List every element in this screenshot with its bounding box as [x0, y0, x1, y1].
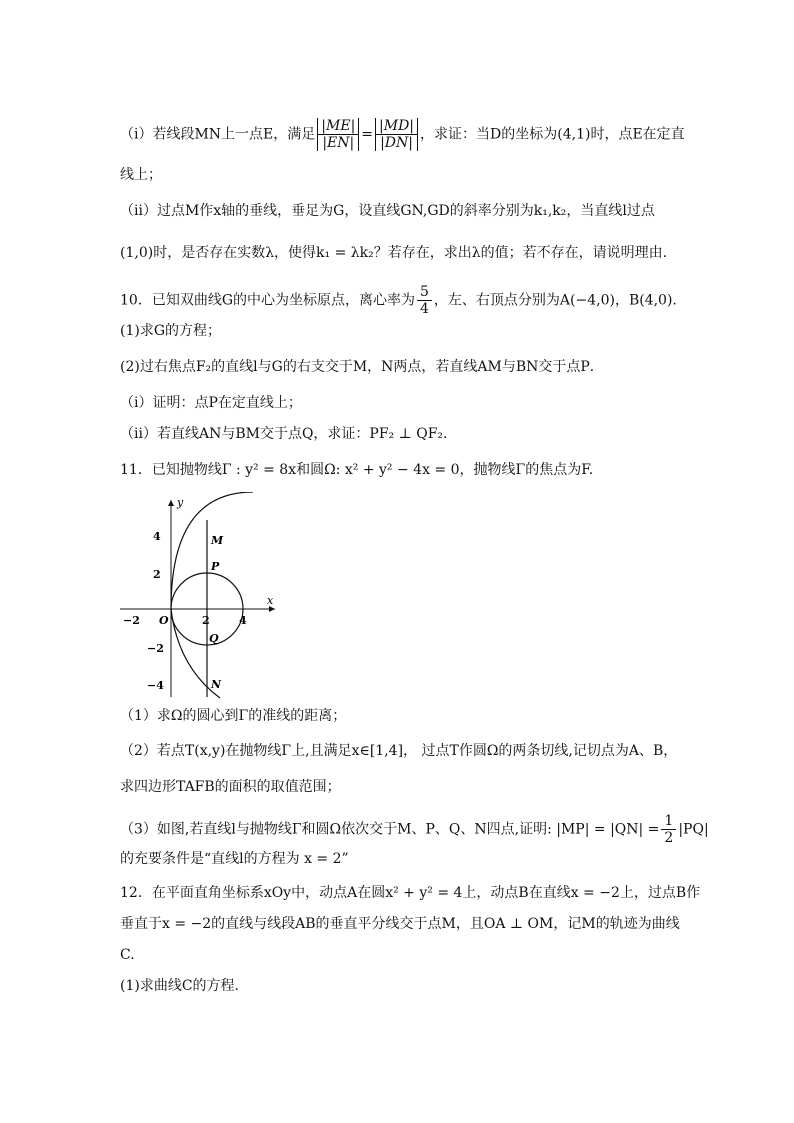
q10-stem [120, 284, 677, 317]
eccentricity-fraction [417, 284, 432, 317]
y-axis-label: y [177, 496, 184, 509]
eccentricity-denominator: 4 [420, 301, 429, 317]
parabola-curve [171, 492, 253, 609]
ratio-md-dn [375, 118, 418, 151]
point-p-label: P [211, 560, 220, 573]
tick-y-4: 4 [153, 530, 161, 543]
origin-label: O [159, 614, 169, 627]
tick-y-neg4: −4 [147, 679, 164, 692]
eccentricity-numerator: 5 [417, 284, 432, 301]
x-axis-label: x [267, 594, 274, 607]
q10-stem-text-b: ，左、右顶点分别为A(−4,0)，B(4,0). [433, 292, 677, 309]
q11-part-3-line2: 的充要条件是“直线l的方程为 x = 2” [120, 851, 349, 867]
q9-part-i-text-b: ，求证：当D的坐标为(4,1)时，点E在定直 [420, 126, 685, 143]
q11-part-1: （1）求Ω的圆心到Γ的准线的距离； [120, 708, 347, 724]
ratio-me-en-denominator: |EN| [317, 135, 359, 151]
tick-x-neg2: −2 [123, 614, 140, 627]
tick-y-2: 2 [153, 568, 161, 581]
q10-part-2: (2)过右焦点F₂的直线l与G的右支交于M，N两点，若直线AM与BN交于点P． [120, 359, 604, 375]
q11-part-2-line1: （2）若点T(x,y)在抛物线Γ上,且满足x∈[1,4]， 过点T作圆Ω的两条切线,记切点为A、B， [120, 743, 678, 759]
ratio-me-en [317, 118, 359, 151]
q9-part-ii-line1: （ⅱ）过点M作x轴的垂线，垂足为G，设直线GN,GD的斜率分别为k₁,k₂，当直线l过点 [120, 203, 655, 219]
q11-part-2-line2: 求四边形TAFB的面积的取值范围； [120, 779, 341, 795]
q11-part-3-line1 [120, 813, 709, 846]
q9-part-i-line2: 线上； [120, 167, 162, 183]
q12-stem-line2: 垂直于x = −2的直线与线段AB的垂直平分线交于点M，且OA ⊥ OM，记M的轨迹为曲线 [120, 916, 680, 932]
point-m-label: M [211, 534, 224, 547]
ratio-md-dn-denominator: |DN| [375, 135, 418, 151]
q9-part-i-line1 [120, 118, 685, 151]
q12-stem-line3: C. [120, 947, 135, 963]
point-q-label: Q [209, 632, 219, 645]
half-fraction [661, 813, 676, 846]
tick-x-2: 2 [202, 614, 210, 627]
equals-sign: = [361, 126, 374, 143]
q9-part-ii-line2: (1,0)时，是否存在实数λ，使得k₁ = λk₂？若存在，求出λ的值；若不存在，请说明理由. [120, 245, 668, 261]
q10-part-2-ii: （ii）若直线AN与BM交于点Q，求证：PF₂ ⊥ QF₂. [120, 426, 448, 442]
ratio-md-dn-numerator: |MD| [375, 118, 418, 135]
q9-part-i-text-a: （ⅰ）若线段MN上一点E，满足 [120, 126, 316, 143]
ratio-me-en-numerator: |ME| [317, 118, 359, 135]
tick-x-4: 4 [239, 614, 247, 627]
q11-part-3-text-b: |PQ| [678, 821, 709, 838]
q11-part-3-text-a: （3）如图,若直线l与抛物线Γ和圆Ω依次交于M、P、Q、N四点,证明: |MP| = |QN| = [120, 821, 660, 838]
half-numerator: 1 [661, 813, 676, 830]
q10-part-1: (1)求G的方程； [120, 323, 222, 339]
q12-stem-line1: 12．在平面直角坐标系xOy中，动点A在圆x² + y² = 4上，动点B在直线x = −2上，过点B作 [120, 885, 701, 901]
point-n-label: N [211, 678, 222, 691]
q10-stem-text-a: 10．已知双曲线G的中心为坐标原点，离心率为 [120, 292, 415, 309]
q10-part-2-i: （i）证明：点P在定直线上； [120, 395, 302, 411]
parabola-circle-figure [115, 492, 285, 702]
half-denominator: 2 [664, 830, 674, 846]
tick-y-neg2: −2 [147, 642, 164, 655]
q12-part-1: (1)求曲线C的方程. [120, 978, 239, 994]
q11-stem: 11．已知抛物线Γ : y² = 8x和圆Ω: x² + y² − 4x = 0，抛物线Γ的焦点为F. [120, 462, 594, 478]
